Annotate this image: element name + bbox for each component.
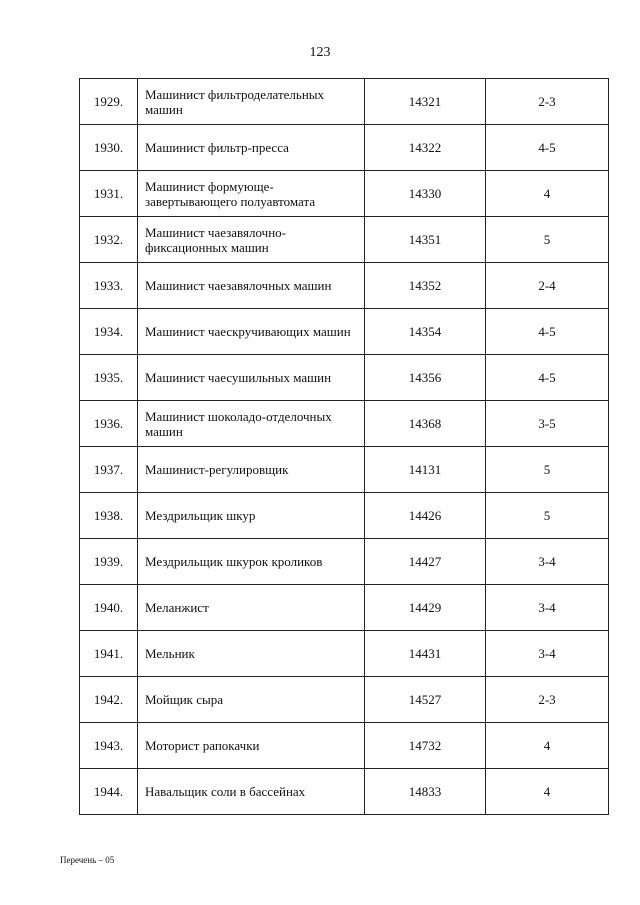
grade-range: 5: [486, 493, 609, 539]
grade-range: 2-3: [486, 79, 609, 125]
grade-range: 4: [486, 723, 609, 769]
table-row: [80, 723, 609, 769]
row-number: 1940.: [80, 585, 138, 631]
profession-name: Машинист фильтроделательных машин: [138, 79, 365, 125]
profession-name: Моторист рапокачки: [138, 723, 365, 769]
profession-code: 14426: [365, 493, 486, 539]
profession-code: 14732: [365, 723, 486, 769]
row-number: 1935.: [80, 355, 138, 401]
grade-range: 3-4: [486, 585, 609, 631]
profession-name: Мельник: [138, 631, 365, 677]
profession-code: 14330: [365, 171, 486, 217]
grade-range: 3-4: [486, 539, 609, 585]
profession-code: 14352: [365, 263, 486, 309]
profession-code: 14321: [365, 79, 486, 125]
profession-code: 14527: [365, 677, 486, 723]
profession-name: Мездрильщик шкур: [138, 493, 365, 539]
table-row: [80, 217, 609, 263]
profession-name: Машинист-регулировщик: [138, 447, 365, 493]
profession-name: Машинист чаескручивающих машин: [138, 309, 365, 355]
row-number: 1931.: [80, 171, 138, 217]
row-number: 1929.: [80, 79, 138, 125]
profession-code: 14351: [365, 217, 486, 263]
table-row: [80, 263, 609, 309]
table-row: [80, 125, 609, 171]
grade-range: 4-5: [486, 125, 609, 171]
table-row: [80, 493, 609, 539]
row-number: 1934.: [80, 309, 138, 355]
row-number: 1930.: [80, 125, 138, 171]
profession-code: 14833: [365, 769, 486, 815]
grade-range: 4-5: [486, 355, 609, 401]
table-row: [80, 539, 609, 585]
table-row: [80, 447, 609, 493]
page-number: 123: [309, 45, 331, 60]
row-number: 1939.: [80, 539, 138, 585]
profession-name: Мездрильщик шкурок кроликов: [138, 539, 365, 585]
profession-code: 14431: [365, 631, 486, 677]
grade-range: 4-5: [486, 309, 609, 355]
profession-code: 14131: [365, 447, 486, 493]
table-row: [80, 171, 609, 217]
profession-name: Машинист шоколадо-отделочных машин: [138, 401, 365, 447]
table-row: [80, 309, 609, 355]
row-number: 1933.: [80, 263, 138, 309]
table-row: [80, 631, 609, 677]
row-number: 1932.: [80, 217, 138, 263]
row-number: 1941.: [80, 631, 138, 677]
profession-name: Машинист чаесушильных машин: [138, 355, 365, 401]
grade-range: 2-3: [486, 677, 609, 723]
table-row: [80, 769, 609, 815]
table-row: [80, 401, 609, 447]
profession-code: 14322: [365, 125, 486, 171]
grade-range: 4: [486, 769, 609, 815]
row-number: 1943.: [80, 723, 138, 769]
grade-range: 4: [486, 171, 609, 217]
grade-range: 5: [486, 217, 609, 263]
profession-name: Машинист чаезавялочных машин: [138, 263, 365, 309]
profession-code: 14429: [365, 585, 486, 631]
table-row: [80, 677, 609, 723]
professions-table: [79, 78, 609, 815]
profession-name: Машинист формующе-завертывающего полуавтомата: [138, 171, 365, 217]
grade-range: 5: [486, 447, 609, 493]
table-row: [80, 355, 609, 401]
profession-name: Машинист фильтр-пресса: [138, 125, 365, 171]
table-row: [80, 585, 609, 631]
profession-code: 14368: [365, 401, 486, 447]
profession-code: 14427: [365, 539, 486, 585]
profession-name: Мойщик сыра: [138, 677, 365, 723]
table-row: [80, 79, 609, 125]
profession-name: Машинист чаезавялочно-фиксационных машин: [138, 217, 365, 263]
page-footer: Перечень – 05: [60, 855, 115, 865]
row-number: 1936.: [80, 401, 138, 447]
profession-name: Навальщик соли в бассейнах: [138, 769, 365, 815]
grade-range: 3-4: [486, 631, 609, 677]
profession-code: 14354: [365, 309, 486, 355]
row-number: 1937.: [80, 447, 138, 493]
grade-range: 3-5: [486, 401, 609, 447]
row-number: 1938.: [80, 493, 138, 539]
profession-name: Меланжист: [138, 585, 365, 631]
grade-range: 2-4: [486, 263, 609, 309]
row-number: 1942.: [80, 677, 138, 723]
row-number: 1944.: [80, 769, 138, 815]
profession-code: 14356: [365, 355, 486, 401]
